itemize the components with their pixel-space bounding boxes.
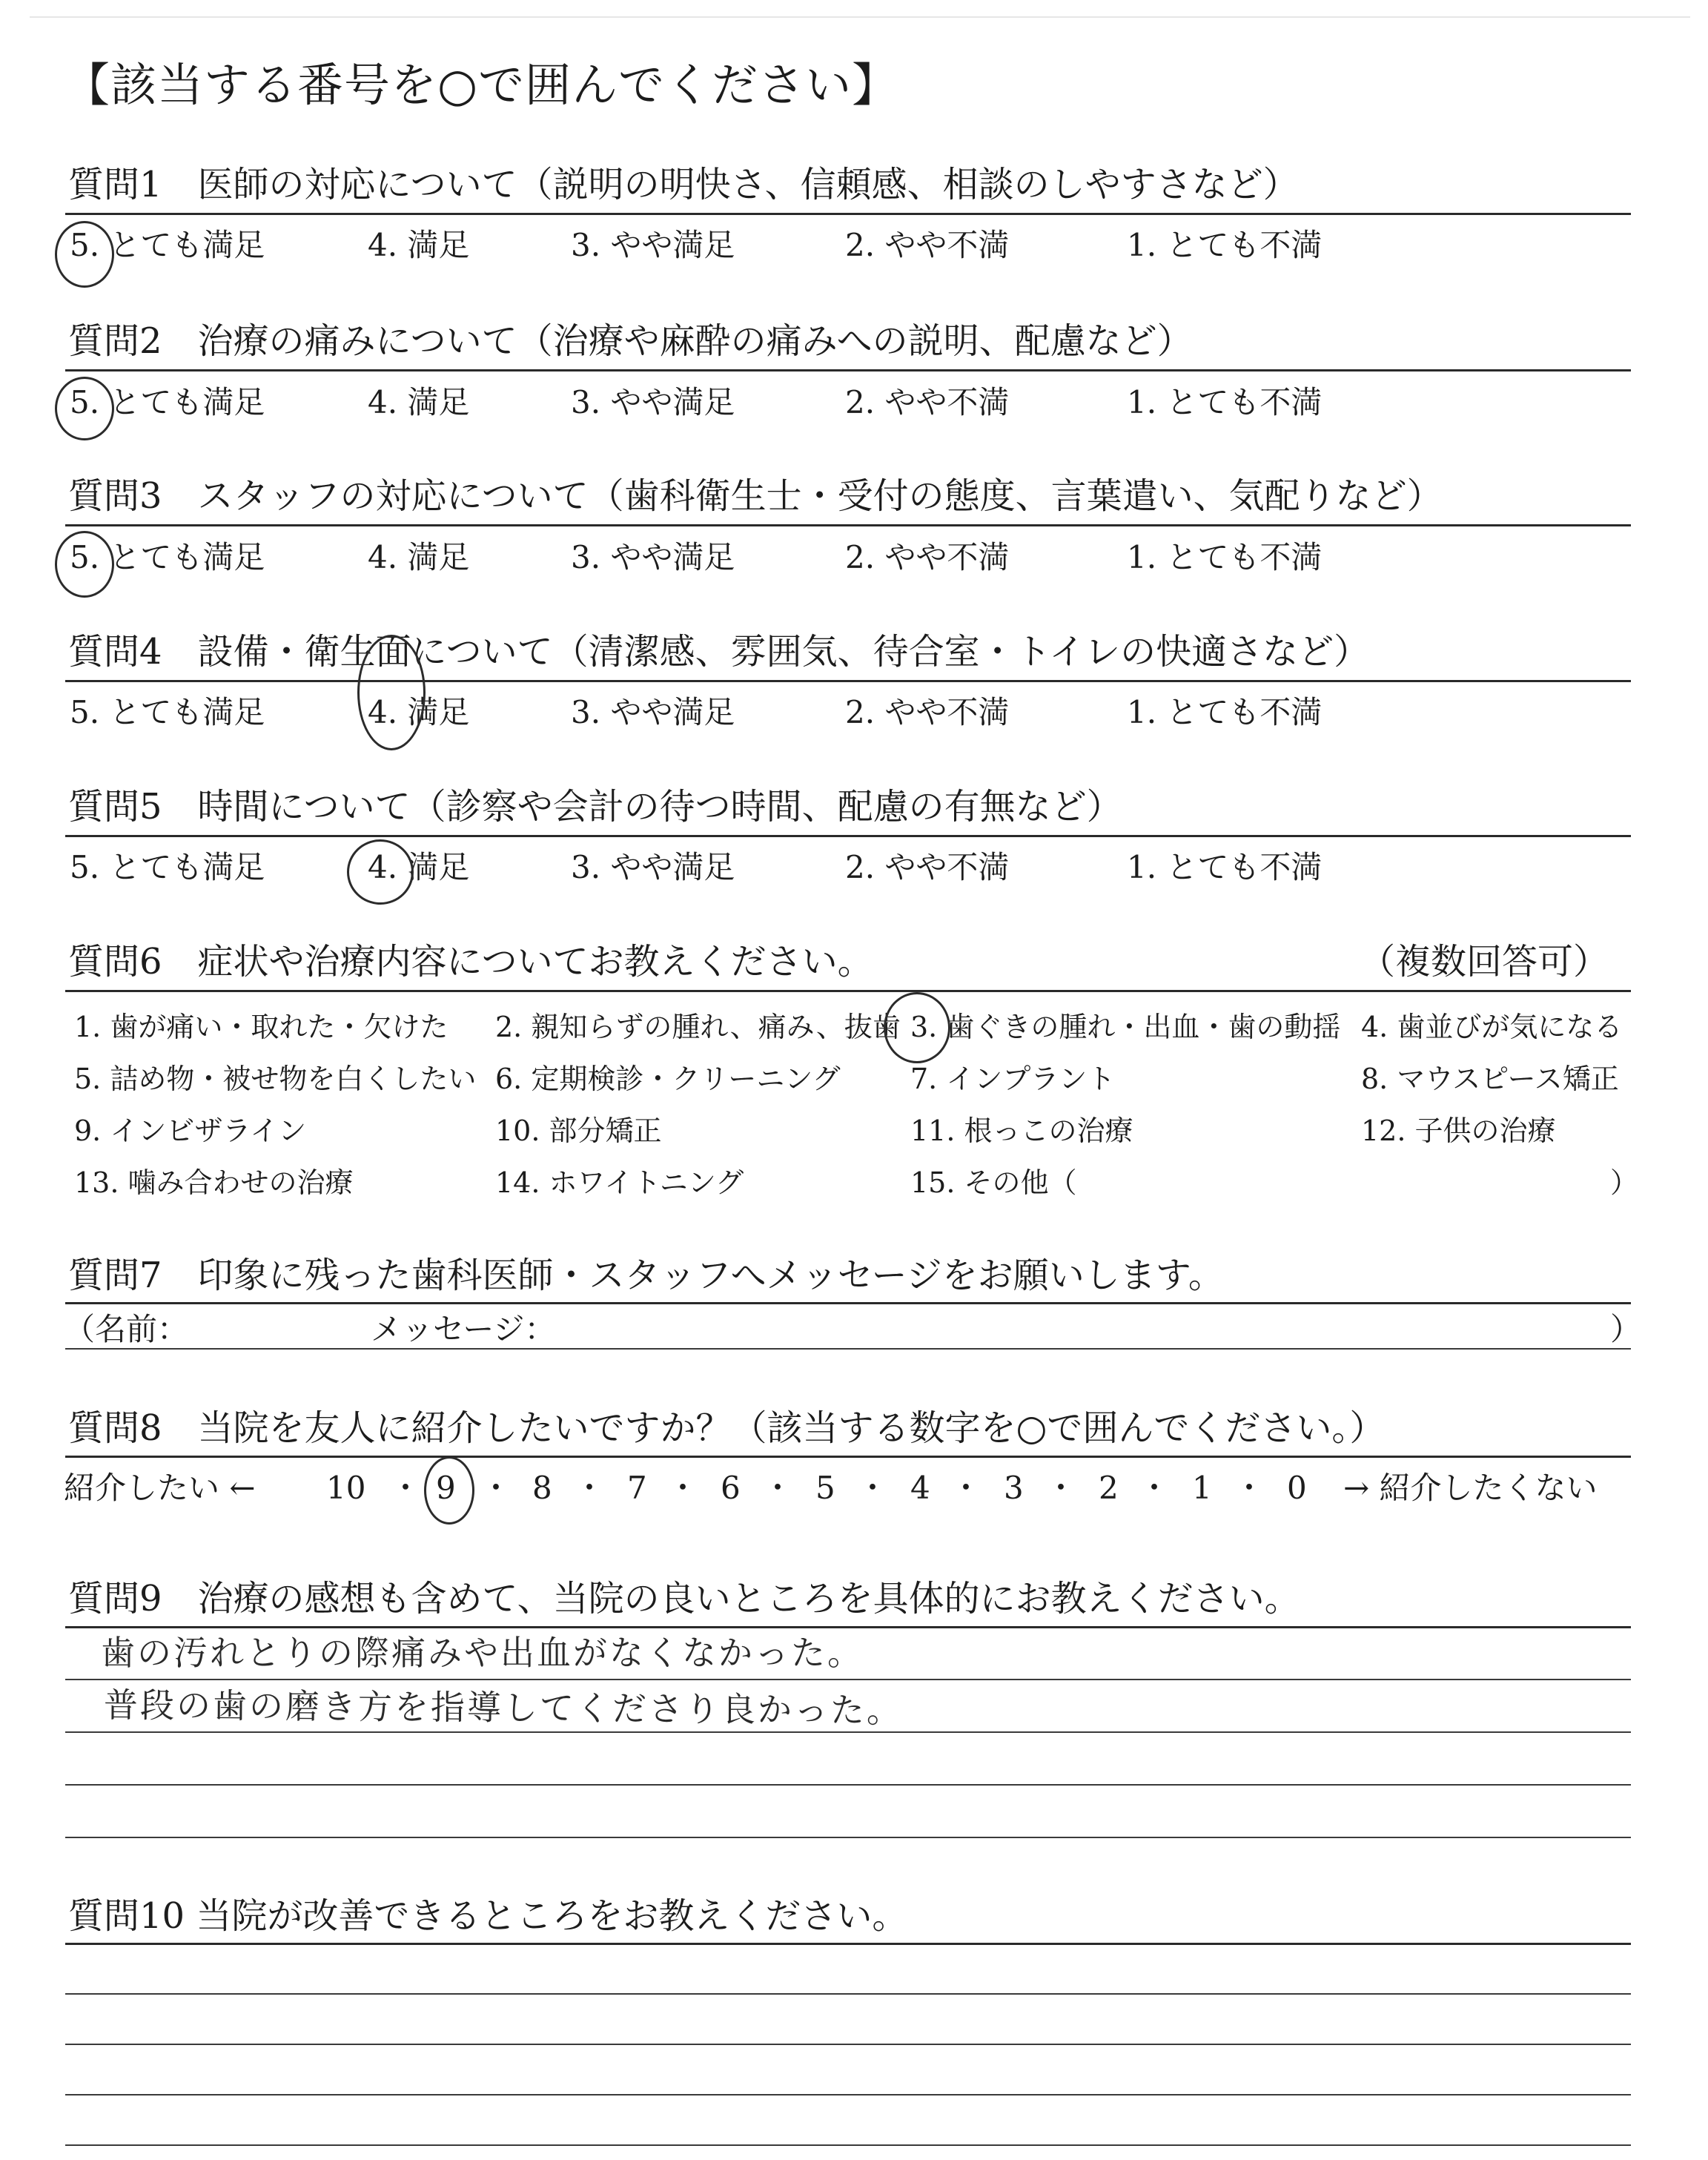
q3-option-1[interactable]: 1. とても不満 xyxy=(1127,539,1323,575)
q1-rule xyxy=(65,213,1631,215)
q8-scale-7[interactable]: 7 xyxy=(627,1470,647,1506)
q6-option-11[interactable]: 11. 根っこの治療 xyxy=(910,1114,1133,1147)
q8-sep: ・ xyxy=(857,1470,889,1506)
q8-sep: ・ xyxy=(574,1470,606,1506)
q2-option-4[interactable]: 4. 満足 xyxy=(368,384,470,420)
q8-sep: ・ xyxy=(480,1470,512,1506)
q5-option-2[interactable]: 2. やや不満 xyxy=(845,849,1010,885)
q7-heading: 質問7 印象に残った歯科医師・スタッフへメッセージをお願いします。 xyxy=(68,1255,1224,1296)
q6-heading: 質問6 症状や治療内容についてお教えください。 xyxy=(68,941,873,982)
q5-answer-circle xyxy=(347,839,414,905)
q6-option-9[interactable]: 9. インビザライン xyxy=(74,1114,307,1147)
q10-writing-line-2[interactable] xyxy=(65,2044,1631,2045)
q1-option-1[interactable]: 1. とても不満 xyxy=(1127,227,1323,263)
q8-scale-2[interactable]: 2 xyxy=(1099,1470,1119,1506)
q8-sep: ・ xyxy=(1139,1470,1171,1506)
q9-writing-line-1[interactable] xyxy=(65,1679,1631,1680)
q7-rule xyxy=(65,1302,1631,1304)
q3-rule xyxy=(65,524,1631,526)
q2-option-5[interactable]: 5. とても満足 xyxy=(70,384,265,420)
q8-sep: ・ xyxy=(1045,1470,1077,1506)
q8-scale-1[interactable]: 1 xyxy=(1192,1470,1212,1506)
q6-option-6[interactable]: 6. 定期検診・クリーニング xyxy=(495,1063,841,1095)
q3-option-2[interactable]: 2. やや不満 xyxy=(845,539,1010,575)
q6-option-2[interactable]: 2. 親知らずの腫れ、痛み、抜歯 xyxy=(495,1011,901,1043)
q8-sep: ・ xyxy=(390,1470,422,1506)
q6-option-15[interactable]: 15. その他（ xyxy=(910,1166,1077,1199)
q8-scale-6[interactable]: 6 xyxy=(721,1470,741,1506)
q8-scale-4[interactable]: 4 xyxy=(910,1470,930,1506)
q6-option-3[interactable]: 3. 歯ぐきの腫れ・出血・歯の動揺 xyxy=(910,1011,1341,1043)
q8-sep: ・ xyxy=(1234,1470,1265,1506)
q6-option-13[interactable]: 13. 噛み合わせの治療 xyxy=(74,1166,354,1199)
q3-option-4[interactable]: 4. 満足 xyxy=(368,539,470,575)
q7-message-label: メッセージ： xyxy=(371,1311,556,1347)
q6-option-14[interactable]: 14. ホワイトニング xyxy=(495,1166,744,1199)
q8-scale-3[interactable]: 3 xyxy=(1004,1470,1024,1506)
q3-heading: 質問3 スタッフの対応について（歯科衛生士・受付の態度、言葉遣い、気配りなど） xyxy=(68,475,1443,517)
q8-left-label: 紹介したい ← xyxy=(64,1470,256,1506)
q1-option-3[interactable]: 3. やや満足 xyxy=(571,227,735,263)
q4-heading: 質問4 設備・衛生面について（清潔感、雰囲気、待合室・トイレの快適さなど） xyxy=(68,631,1370,673)
q6-option-7[interactable]: 7. インプラント xyxy=(910,1063,1116,1095)
q6-answer-circle xyxy=(884,992,950,1063)
q3-option-5[interactable]: 5. とても満足 xyxy=(70,539,265,575)
q2-option-3[interactable]: 3. やや満足 xyxy=(571,384,735,420)
q8-sep: ・ xyxy=(950,1470,982,1506)
q8-right-label: → 紹介したくない xyxy=(1343,1470,1598,1506)
q10-writing-line-3[interactable] xyxy=(65,2094,1631,2095)
q10-heading: 質問10 当院が改善できるところをお教えください。 xyxy=(68,1895,908,1937)
q8-heading: 質問8 当院を友人に紹介したいですか？（該当する数字を○で囲んでください。） xyxy=(68,1407,1386,1449)
q4-option-5[interactable]: 5. とても満足 xyxy=(70,694,265,730)
q9-answer-line-2: 普段の歯の磨き方を指導してくださり良かった。 xyxy=(103,1685,904,1731)
q10-writing-line-1[interactable] xyxy=(65,1993,1631,1995)
q1-option-5[interactable]: 5. とても満足 xyxy=(70,227,265,263)
q8-scale-9[interactable]: 9 xyxy=(436,1470,456,1506)
q1-option-2[interactable]: 2. やや不満 xyxy=(845,227,1010,263)
q2-option-2[interactable]: 2. やや不満 xyxy=(845,384,1010,420)
q8-scale-5[interactable]: 5 xyxy=(815,1470,835,1506)
q6-option-1[interactable]: 1. 歯が痛い・取れた・欠けた xyxy=(74,1011,448,1043)
scan-edge xyxy=(30,16,1690,18)
q10-rule xyxy=(65,1943,1631,1945)
q9-writing-line-3[interactable] xyxy=(65,1784,1631,1786)
q9-rule xyxy=(65,1626,1631,1628)
q7-name-label: （名前： xyxy=(64,1311,189,1347)
q3-option-3[interactable]: 3. やや満足 xyxy=(571,539,735,575)
page-title: 【該当する番号を○で囲んでください】 xyxy=(64,58,899,112)
q3-answer-circle xyxy=(55,531,114,598)
q9-writing-line-4[interactable] xyxy=(65,1837,1631,1838)
q8-scale-0[interactable]: 0 xyxy=(1287,1470,1307,1506)
q6-option-10[interactable]: 10. 部分矯正 xyxy=(495,1114,662,1147)
q6-option-4[interactable]: 4. 歯並びが気になる xyxy=(1361,1011,1623,1043)
q9-answer-line-1: 歯の汚れとりの際痛みや出血がなくなかった。 xyxy=(101,1633,864,1673)
q7-close-paren: ） xyxy=(1610,1311,1642,1347)
q8-rule xyxy=(65,1456,1631,1458)
q6-rule xyxy=(65,990,1631,992)
q2-rule xyxy=(65,369,1631,371)
q2-answer-circle xyxy=(55,377,114,440)
q5-heading: 質問5 時間について（診察や会計の待つ時間、配慮の有無など） xyxy=(68,786,1122,828)
q5-option-3[interactable]: 3. やや満足 xyxy=(571,849,735,885)
q6-option-8[interactable]: 8. マウスピース矯正 xyxy=(1361,1063,1619,1095)
q8-sep: ・ xyxy=(762,1470,794,1506)
q6-note: （複数回答可） xyxy=(1360,941,1609,982)
q5-option-4[interactable]: 4. 満足 xyxy=(368,849,470,885)
q5-rule xyxy=(65,835,1631,837)
q4-answer-circle xyxy=(357,635,426,750)
q6-other-close: ） xyxy=(1610,1166,1639,1199)
q5-option-1[interactable]: 1. とても不満 xyxy=(1127,849,1323,885)
q4-rule xyxy=(65,680,1631,682)
q7-answer-line[interactable] xyxy=(65,1348,1631,1350)
q4-option-2[interactable]: 2. やや不満 xyxy=(845,694,1010,730)
q8-answer-circle xyxy=(424,1456,474,1525)
q2-heading: 質問2 治療の痛みについて（治療や麻酔の痛みへの説明、配慮など） xyxy=(68,320,1193,362)
q5-option-5[interactable]: 5. とても満足 xyxy=(70,849,265,885)
q10-writing-line-4[interactable] xyxy=(65,2144,1631,2146)
q4-option-3[interactable]: 3. やや満足 xyxy=(571,694,735,730)
q1-option-4[interactable]: 4. 満足 xyxy=(368,227,470,263)
q8-scale-8[interactable]: 8 xyxy=(532,1470,552,1506)
q9-heading: 質問9 治療の感想も含めて、当院の良いところを具体的にお教えください。 xyxy=(68,1578,1300,1619)
q6-option-12[interactable]: 12. 子供の治療 xyxy=(1361,1114,1556,1147)
q9-writing-line-2[interactable] xyxy=(65,1731,1631,1733)
q1-answer-circle xyxy=(55,221,114,288)
q8-scale-10[interactable]: 10 xyxy=(326,1470,366,1506)
q6-option-5[interactable]: 5. 詰め物・被せ物を白くしたい xyxy=(74,1063,477,1095)
q2-option-1[interactable]: 1. とても不満 xyxy=(1127,384,1323,420)
q4-option-4[interactable]: 4. 満足 xyxy=(368,694,470,730)
q4-option-1[interactable]: 1. とても不満 xyxy=(1127,694,1323,730)
q1-heading: 質問1 医師の対応について（説明の明快さ、信頼感、相談のしやすさなど） xyxy=(68,164,1299,205)
q8-sep: ・ xyxy=(667,1470,699,1506)
